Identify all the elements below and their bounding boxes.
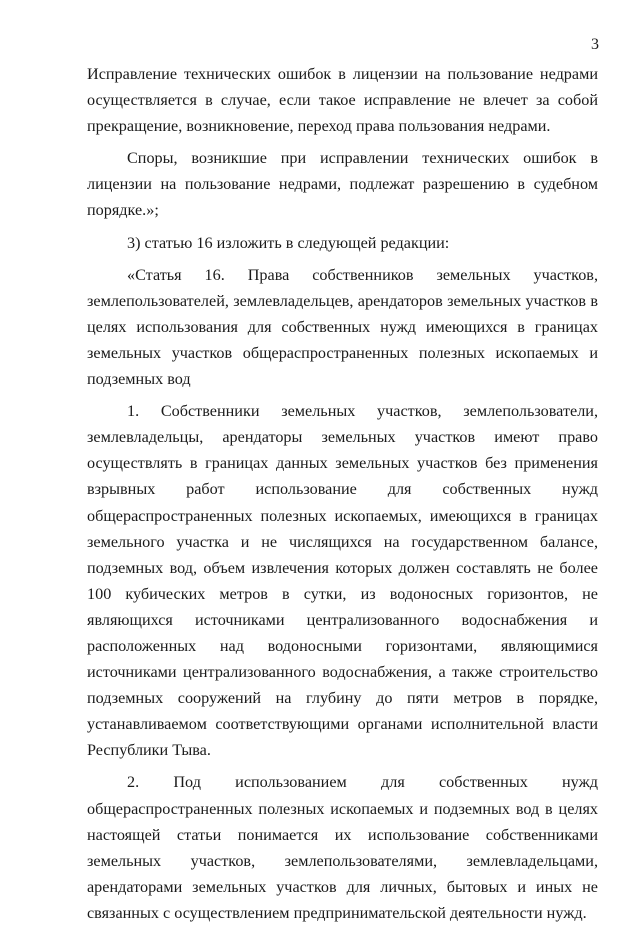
page-number: 3 [591, 36, 599, 53]
paragraph-disputes: Споры, возникшие при исправлении технических ошибок в лицензии на пользование недрами, подлежат разрешению в судебном порядке.»; [87, 149, 598, 220]
article-16-clause-2: 2. Под использованием для собственных нужд общераспространенных полезных ископаемых и подземных вод в целях настоящей статьи понимается их использование собственниками земельных участков, землепользователями, землевладельцами, арендаторами земельных участков для личных, бытовых и иных не связанных с осуществлением предпринимательской деятельности нужд. [87, 773, 598, 922]
paragraph-technical-errors: Исправление технических ошибок в лицензии на пользование недрами осуществляется в случае, если такое исправление не влечет за собой прекращение, возникновение, переход права пользования недрами. [87, 65, 598, 136]
article-16-heading: «Статья 16. Права собственников земельных участков, землепользователей, землевладельцев, арендаторов земельных участков в целях использования для собственных нужд имеющихся в границах земельных участков общераспространенных полезных ископаемых и подземных вод [87, 265, 598, 389]
article-16-clause-1: 1. Собственники земельных участков, землепользователи, землевладельцы, арендаторы земельных участков имеют право осуществлять в границах данных земельных участков без применения взрывных работ использование для собственных нужд общераспространенных полезных ископаемых, имеющихся в границах земельного участка и не числящихся на государственном балансе, подземных вод, объем извлечения которых должен составлять не более 100 кубических метров в сутки, из водоносных горизонтов, не являющихся источниками централизованного водоснабжения и расположенных над водоносными горизонтами, являющимися источниками централизованного водоснабжения, а также строительство подземных сооружений на глубину до пяти метров в порядке, устанавливаемом соответствующими органами исполнительной власти Республики Тыва. [87, 402, 598, 760]
document-body [87, 61, 598, 926]
paragraph-article-16-intro: 3) статью 16 изложить в следующей редакции: [127, 233, 450, 252]
